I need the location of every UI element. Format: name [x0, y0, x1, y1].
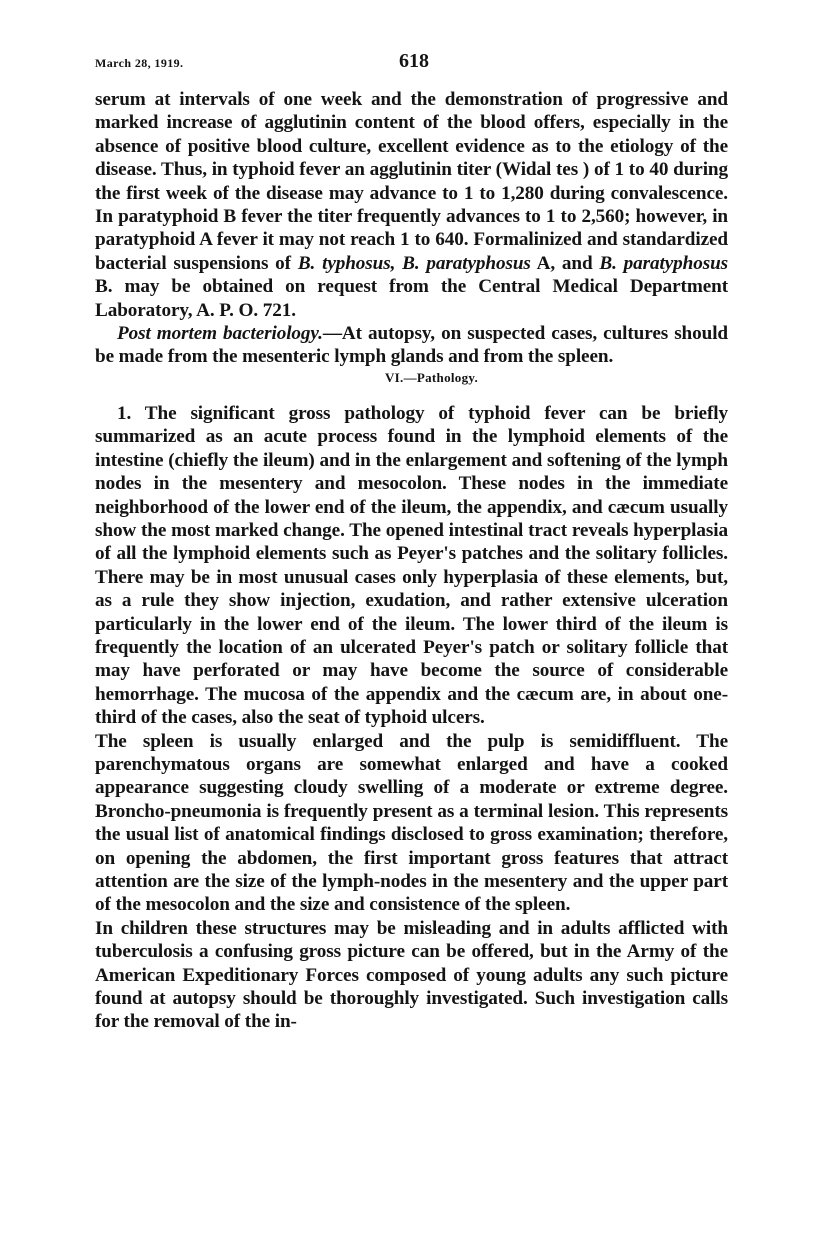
intro-italic-species-2: B. paratyphosus	[599, 252, 729, 274]
postmortem-text: —At autopsy, on suspected cases, cultures should be made from the mesenteric lymph glands and from the spleen.	[95, 323, 728, 368]
intro-paragraph-postmortem	[95, 322, 728, 369]
page-header	[95, 50, 728, 76]
section-heading	[95, 367, 728, 389]
postmortem-heading: Post mortem bacteriology.	[117, 323, 323, 345]
intro-italic-species-1: B. typhosus, B. paratyphosus	[297, 252, 531, 274]
intro-text-2: A, and	[530, 252, 600, 274]
pathology-paragraph-2: The spleen is usually enlarged and the pulp is semidiffluent. The parenchymatous organs are somewhat enlarged and have a cooked appearance suggesting cloudy swelling of a moderate or extreme degree. Broncho-pneumonia is frequently present as a terminal lesion. This represents the usual list of anatomical findings disclosed to gross examination; therefore, on opening the abdomen, the first important gross features that attract attention are the size of the lymph-nodes in the mesentery and the upper part of the mesocolon and the size and consistence of the spleen.	[95, 730, 728, 916]
pathology-paragraph-1: 1. The significant gross pathology of typhoid fever can be briefly summarized as an acute process found in the lymphoid elements of the intestine (chiefly the ileum) and in the enlargement and softening of the lymph nodes in the mesentery and mesocolon. These nodes in the immediate neighborhood of the lower end of the ileum, the appendix, and cæcum usually show the most marked change. The opened intestinal tract reveals hyperplasia of all the lymphoid elements such as Peyer's patches and the solitary follicles. There may be in most unusual cases only hyperplasia of these elements, but, as a rule they show injection, exudation, and rather extensive ulceration particularly in the lower end of the ileum. The lower third of the ileum is frequently the location of an ulcerated Peyer's patch or solitary follicle that may have perforated or may have become the source of considerable hemorrhage. The mucosa of the appendix and the cæcum are, in about one-third of the cases, also the seat of typhoid ulcers.	[95, 402, 728, 729]
page-number: 618	[399, 50, 429, 72]
section-heading-text: VI.—Pathology.	[384, 369, 479, 385]
page-body	[95, 88, 728, 1034]
intro-text-3: B. may be obtained on request from the Central Medical Department Laboratory, A. P. O. 721.	[95, 276, 728, 321]
intro-paragraph-serum	[95, 88, 728, 322]
intro-text-1: serum at intervals of one week and the demonstration of progressive and marked increase of agglutinin content of the blood offers, especially in the absence of positive blood culture, excellent evidence as to the etiology of the disease. Thus, in typhoid fever an agglutinin titer (Widal tes ) of 1 to 40 during the first week of the disease may advance to 1 to 1,280 during convalescence. In paratyphoid B fever the titer frequently advances to 1 to 2,560; however, in paratyphoid A fever it may not reach 1 to 640. Formalinized and standardized bacterial suspensions of	[95, 89, 728, 274]
pathology-paragraph-3: In children these structures may be misleading and in adults afflicted with tuberculosis a confusing gross picture can be offered, but in the Army of the American Expeditionary Forces composed of young adults any such picture found at autopsy should be thoroughly investigated. Such investigation calls for the removal of the in-	[95, 917, 728, 1033]
header-date: March 28, 1919.	[95, 56, 184, 70]
